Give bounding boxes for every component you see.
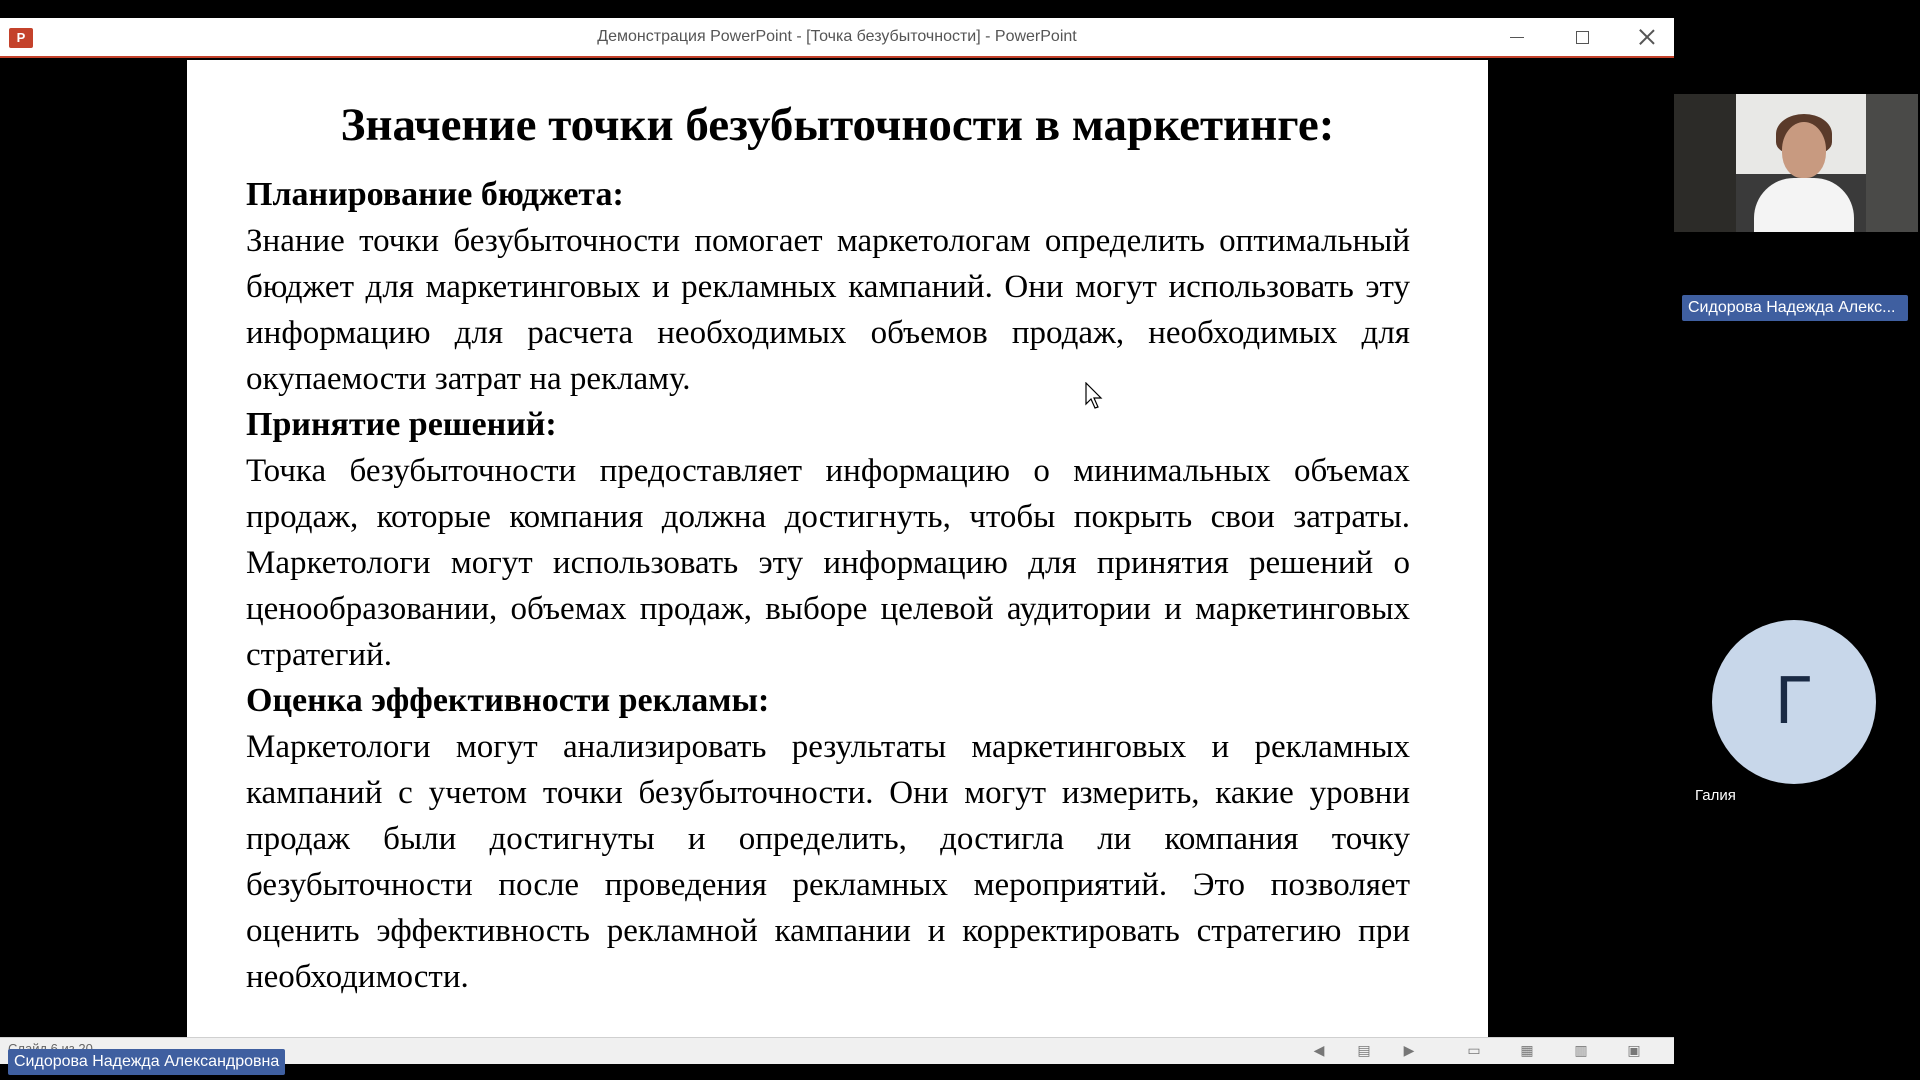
slide-sorter-icon[interactable]: ▦ [1520, 1043, 1534, 1059]
reading-view-icon[interactable]: ▥ [1574, 1043, 1588, 1059]
person-face [1782, 122, 1826, 178]
participant-video[interactable] [1674, 94, 1918, 232]
participant-video-label: Сидорова Надежда Алекс... [1682, 295, 1908, 321]
section-text-ad-efficiency: Маркетологи могут анализировать результаты маркетинговых и рекламных кампаний с учетом точки безубыточности. Они могут измерить, какие уровни продаж были достигнуты и определить, достигла ли компания точку безубыточности после проведения рекламных мероприятий. Это позволяет оценить эффективность рекламной кампании и корректировать стратегию при необходимости. [246, 729, 1410, 995]
mouse-pointer-icon [1085, 382, 1103, 410]
minimize-icon [1510, 37, 1524, 38]
close-icon [1639, 29, 1655, 45]
maximize-icon [1576, 31, 1589, 44]
participant-avatar-name: Галия [1695, 787, 1736, 804]
next-slide-icon[interactable]: ▶ [1403, 1043, 1415, 1059]
slide-body [246, 172, 1410, 1000]
video-background-right [1866, 94, 1918, 232]
normal-view-icon[interactable]: ▭ [1467, 1043, 1481, 1059]
close-button[interactable] [1615, 18, 1679, 56]
slideshow-icon[interactable]: ▣ [1627, 1043, 1641, 1059]
previous-slide-icon[interactable]: ◀ [1313, 1043, 1325, 1059]
slide[interactable] [187, 60, 1488, 1037]
presenter-name-tag: Сидорова Надежда Александровна [8, 1049, 285, 1075]
section-text-budget: Знание точки безубыточности помогает маркетологам определить оптимальный бюджет для маркетинговых и рекламных кампаний. Они могут использовать эту информацию для расчета необходимых объемов продаж, необходимых для окупаемости затрат на рекламу. [246, 223, 1410, 397]
powerpoint-window [0, 18, 1674, 1064]
slide-title: Значение точки безубыточности в маркетинге: [340, 99, 1335, 151]
window-title: Демонстрация PowerPoint - [Точка безубыточности] - PowerPoint [597, 28, 1077, 45]
video-background [1674, 94, 1736, 232]
minimize-button[interactable] [1485, 18, 1549, 56]
participant-avatar[interactable]: Г [1712, 620, 1876, 784]
powerpoint-app-icon[interactable]: P [9, 28, 33, 48]
title-bar [0, 18, 1674, 58]
section-heading-decisions: Принятие решений: [246, 406, 557, 443]
section-heading-ad-efficiency: Оценка эффективности рекламы: [246, 682, 770, 719]
slide-menu-icon[interactable]: ▤ [1357, 1043, 1371, 1059]
maximize-button[interactable] [1550, 18, 1614, 56]
person-body [1754, 178, 1854, 232]
section-heading-budget: Планирование бюджета: [246, 176, 624, 213]
section-text-decisions: Точка безубыточности предоставляет информацию о минимальных объемах продаж, которые компания должна достигнуть, чтобы покрыть свои затраты. Маркетологи могут использовать эту информацию для принятия решений о ценообразовании, объемах продаж, выборе целевой аудитории и маркетинговых стратегий. [246, 453, 1410, 673]
